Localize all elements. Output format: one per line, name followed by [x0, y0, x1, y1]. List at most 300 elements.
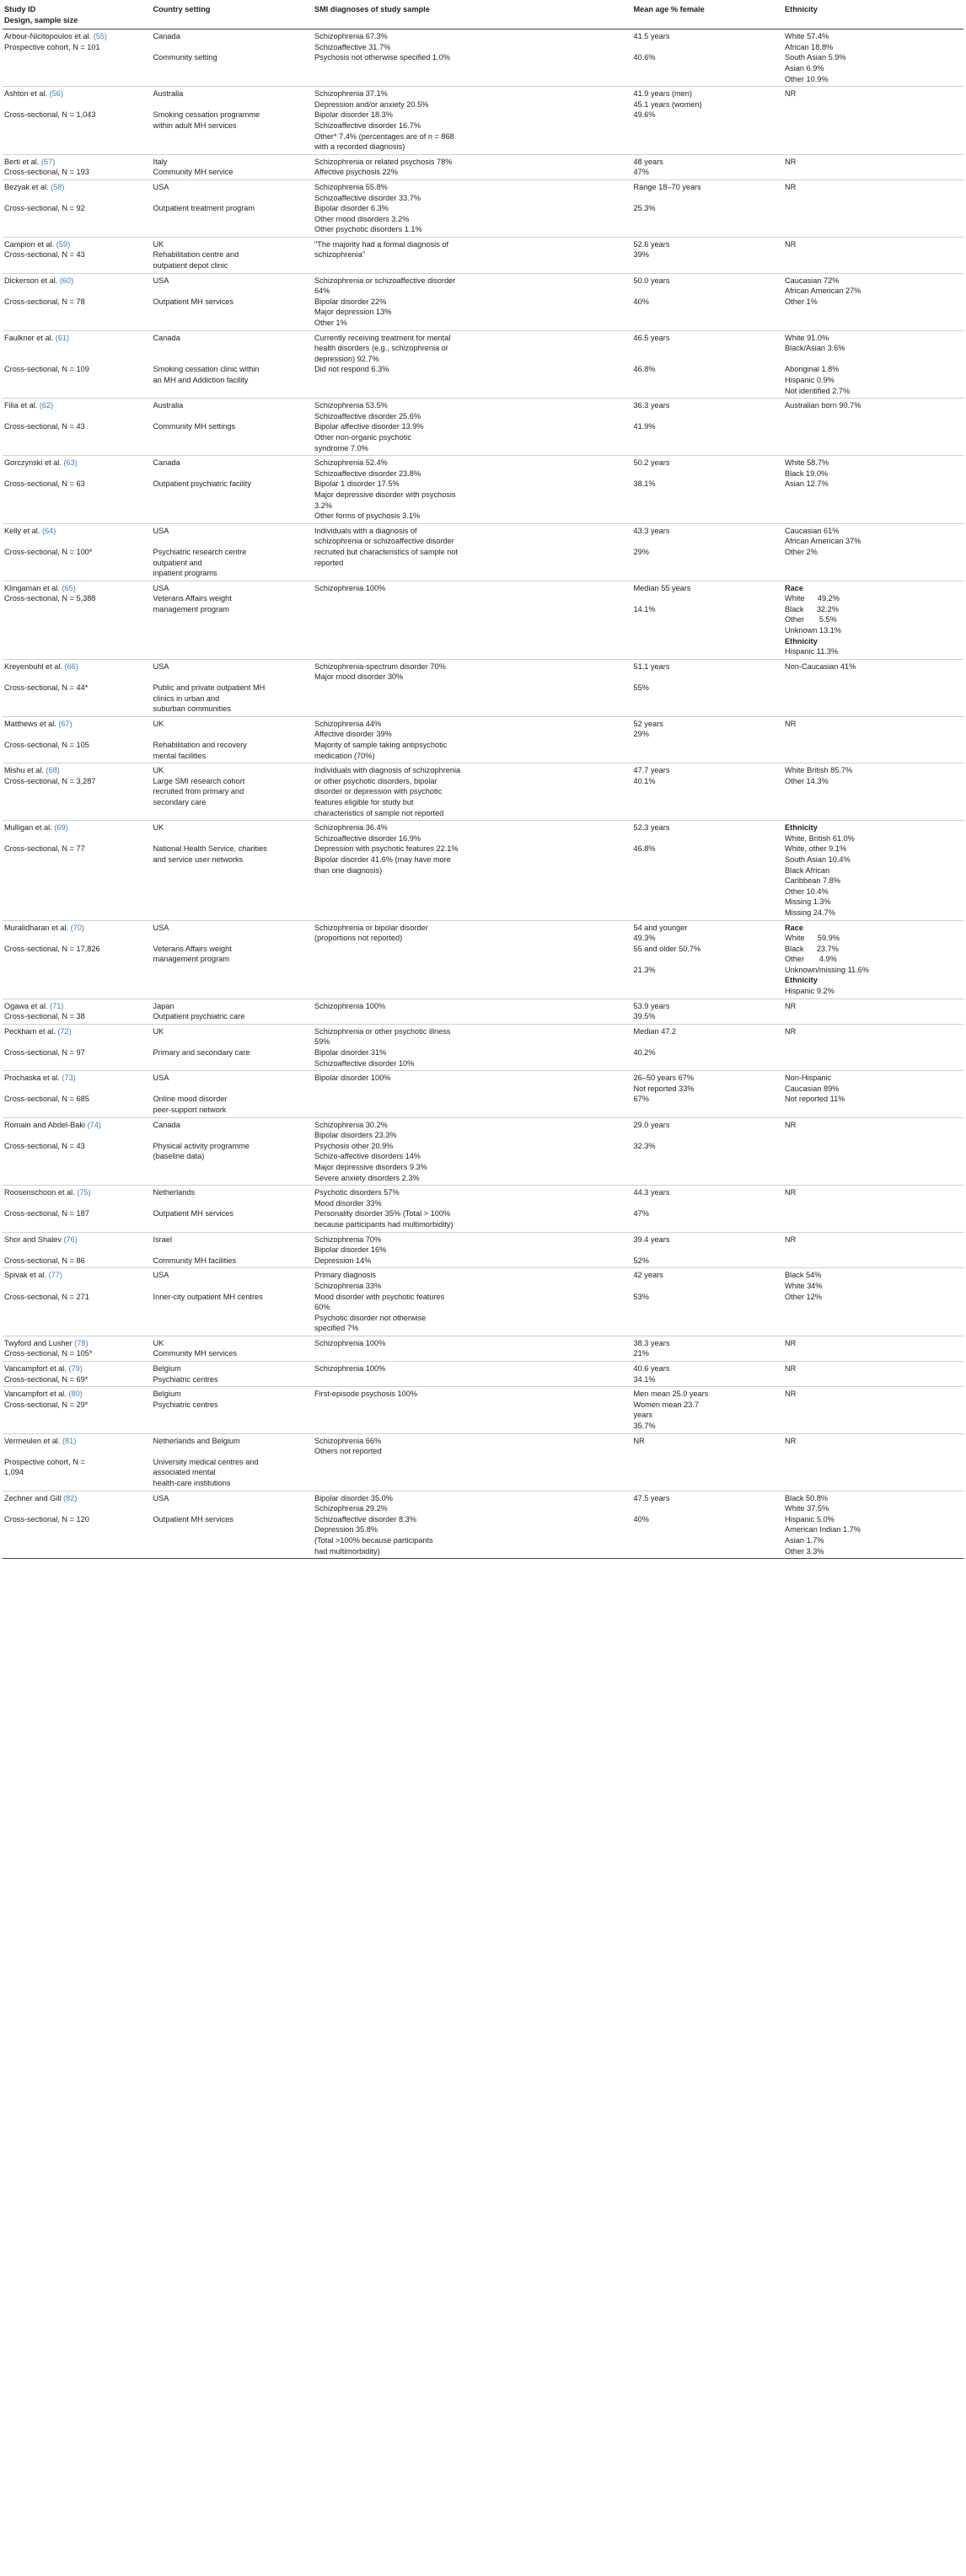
cell-country-line: USA	[153, 1493, 169, 1502]
cell-ethnicity-line: Other 5.5%	[785, 615, 837, 624]
reference-number[interactable]: (59)	[56, 239, 71, 249]
cell-ethnicity-line: Not identified 2.7%	[785, 386, 851, 395]
table-row	[3, 479, 963, 523]
cell-ethnicity-line: NR	[785, 182, 797, 191]
cell-ethnicity-line: NR	[785, 239, 797, 249]
table-row	[3, 456, 963, 479]
cell-country-line: USA	[153, 1074, 169, 1083]
table-row	[3, 237, 963, 273]
reference-number[interactable]: (74)	[87, 1120, 101, 1129]
cell-ethnicity-line: NR	[785, 719, 797, 728]
cell-country-line: Rehabilitation centre and	[153, 250, 239, 260]
cell-study-line: Cross-sectional, N = 29*	[4, 1400, 89, 1409]
cell-age	[632, 716, 784, 740]
cell-diagnoses	[313, 154, 632, 179]
cell-age-line: 42 years	[633, 1271, 663, 1280]
cell-country	[152, 29, 313, 53]
cell-diagnoses-line: Psychotic disorder not otherwise	[314, 1313, 427, 1322]
table-row	[3, 1268, 963, 1292]
cell-ethnicity	[783, 399, 963, 422]
cell-age	[632, 944, 784, 999]
cell-diagnoses	[313, 1047, 632, 1071]
cell-diagnoses	[313, 1491, 632, 1514]
cell-study	[3, 1256, 152, 1268]
cell-age-line: 52.6 years	[633, 239, 670, 249]
table-body	[3, 29, 963, 1559]
cell-study-line: Cross-sectional, N = 685	[4, 1095, 89, 1104]
cell-diagnoses-line: Individuals with diagnosis of schizophrenia	[314, 766, 461, 775]
cell-study-line: Cross-sectional, N = 105	[4, 741, 89, 749]
cell-diagnoses	[313, 1186, 632, 1209]
cell-diagnoses	[313, 1232, 632, 1256]
reference-number[interactable]: (71)	[50, 1001, 64, 1010]
cell-diagnoses	[313, 456, 632, 479]
table-row	[3, 52, 963, 86]
cell-study	[3, 179, 152, 203]
cell-ethnicity	[783, 1047, 963, 1071]
cell-study-line: Peckham et al. (72)	[4, 1026, 72, 1036]
cell-age-line: 52 years	[633, 719, 663, 728]
reference-number[interactable]: (56)	[49, 89, 63, 99]
cell-study	[3, 1292, 152, 1336]
cell-country-line: USA	[153, 526, 169, 535]
cell-ethnicity-line: Other 4.9%	[785, 955, 837, 964]
table-row	[3, 547, 963, 581]
reference-number[interactable]: (70)	[70, 923, 84, 932]
cell-age-line: 41.5 years	[633, 32, 670, 41]
reference-number[interactable]: (57)	[40, 157, 56, 166]
reference-number[interactable]: (82)	[62, 1493, 78, 1502]
cell-diagnoses	[313, 740, 632, 763]
cell-diagnoses-line: Schizoaffective disorder 16.9%	[314, 833, 421, 843]
cell-age-line: 34.1%	[633, 1374, 656, 1384]
cell-study-line: Cross-sectional, N = 97	[4, 1048, 85, 1058]
cell-diagnoses-line: Other forms of psychosis 3.1%	[314, 511, 421, 521]
cell-diagnoses-line: than one diagnosis)	[314, 865, 383, 875]
cell-ethnicity-line: Other 3.3%	[785, 1546, 824, 1556]
cell-diagnoses	[313, 29, 632, 53]
cell-ethnicity	[783, 479, 963, 523]
cell-diagnoses	[313, 1336, 632, 1361]
table-row	[3, 843, 963, 920]
reference-number[interactable]: (66)	[64, 661, 78, 671]
reference-number[interactable]: (62)	[39, 401, 54, 410]
cell-study-line: Dickerson et al. (60)	[4, 276, 74, 285]
cell-diagnoses-line: Affective psychosis 22%	[314, 168, 398, 177]
cell-ethnicity-line: NR	[785, 1390, 797, 1399]
reference-number[interactable]: (64)	[41, 526, 56, 535]
cell-study	[3, 1117, 152, 1141]
cell-diagnoses-line: Bipolar disorder 18.3%	[314, 110, 393, 120]
cell-age	[632, 763, 784, 821]
cell-study-line: Cross-sectional, N = 69*	[4, 1374, 89, 1384]
cell-country	[152, 1094, 313, 1117]
cell-country	[152, 1268, 313, 1292]
cell-ethnicity-line: Asian 6.9%	[785, 63, 824, 72]
reference-number[interactable]: (76)	[63, 1234, 78, 1244]
table-row	[3, 1186, 963, 1209]
cell-age-line: 53%	[633, 1292, 649, 1301]
cell-diagnoses	[313, 523, 632, 547]
cell-study-line: Twyford and Lusher (78)	[4, 1338, 89, 1347]
cell-diagnoses	[313, 821, 632, 844]
cell-ethnicity	[783, 29, 963, 53]
cell-study-line: Faulkner et al. (61)	[4, 333, 70, 342]
cell-diagnoses-line: Other psychotic disorders 1.1%	[314, 225, 422, 234]
cell-country-line: UK	[153, 766, 164, 775]
reference-number[interactable]: (77)	[48, 1271, 62, 1280]
cell-diagnoses	[313, 843, 632, 920]
cell-diagnoses	[313, 1362, 632, 1387]
cell-country	[152, 1186, 313, 1209]
cell-ethnicity-line: Other 2%	[785, 547, 818, 556]
cell-age	[632, 1457, 784, 1491]
table-row	[3, 297, 963, 330]
cell-age-line: 52%	[633, 1256, 649, 1265]
cell-diagnoses	[313, 237, 632, 273]
table-row	[3, 330, 963, 364]
cell-study-line: Shor and Shalev (76)	[4, 1234, 78, 1244]
cell-ethnicity-line: Other 10.4%	[785, 886, 829, 896]
cell-diagnoses-line: Bipolar disorder 22%	[314, 297, 387, 306]
cell-diagnoses-line: Schizoaffective disorder 23.8%	[314, 469, 421, 478]
cell-diagnoses-line: Affective disorder 39%	[314, 730, 392, 739]
cell-age-line: 14.1%	[633, 604, 656, 613]
cell-age	[632, 1256, 784, 1268]
cell-study	[3, 581, 152, 659]
cell-diagnoses-line: Schizophrenia or bipolar disorder	[314, 923, 428, 932]
cell-country	[152, 1141, 313, 1186]
cell-diagnoses	[313, 1256, 632, 1268]
cell-country	[152, 821, 313, 844]
cell-ethnicity	[783, 659, 963, 683]
cell-ethnicity	[783, 716, 963, 740]
cell-diagnoses-line: Bipolar disorder 41.6% (may have more	[314, 854, 451, 864]
cell-country	[152, 1336, 313, 1361]
cell-diagnoses-line: Currently receiving treatment for mental	[314, 333, 451, 342]
cell-age-line: 49.6%	[633, 110, 656, 120]
cell-diagnoses-line: Primary diagnosis	[314, 1271, 377, 1280]
cell-diagnoses-line: Schizophrenia 66%	[314, 1436, 382, 1445]
cell-country-line: Canada	[153, 458, 180, 468]
cell-country	[152, 547, 313, 581]
cell-age-line: 38.3 years	[633, 1338, 670, 1347]
cell-country-line: Community MH facilities	[153, 1256, 237, 1265]
cell-country-line: Canada	[153, 333, 180, 342]
cell-diagnoses-line: (proportions not reported)	[314, 934, 403, 943]
cell-ethnicity-line: Other 1%	[785, 297, 818, 306]
cell-diagnoses-line: Others not reported	[314, 1447, 382, 1456]
table-row	[3, 1047, 963, 1071]
cell-country-line: UK	[153, 239, 164, 249]
reference-number[interactable]: (60)	[59, 276, 74, 285]
cell-study-line: Roosenschoon et al. (75)	[4, 1188, 91, 1197]
cell-country	[152, 1362, 313, 1387]
cell-diagnoses-line: Major depressive disorder with psychosis	[314, 490, 456, 499]
cell-age	[632, 547, 784, 581]
cell-diagnoses-line: Schizophrenia 100%	[314, 1364, 386, 1374]
cell-country-line: Outpatient MH services	[153, 297, 234, 306]
cell-age-line: 40.2%	[633, 1048, 656, 1058]
cell-age	[632, 1024, 784, 1047]
cell-country-line: UK	[153, 1338, 164, 1347]
cell-study	[3, 421, 152, 455]
cell-diagnoses-line: specified 7%	[314, 1324, 359, 1333]
cell-country-line: Community MH settings	[153, 422, 236, 431]
reference-number[interactable]: (68)	[46, 766, 60, 775]
cell-diagnoses-line: Major depressive disorders 9.3%	[314, 1162, 427, 1171]
cell-age	[632, 1232, 784, 1256]
cell-diagnoses-line: Other* 7.4% (percentages are of n = 868	[314, 131, 454, 141]
cell-age	[632, 1514, 784, 1559]
table-row	[3, 1491, 963, 1514]
table-row	[3, 154, 963, 179]
cell-country-line: Community MH service	[153, 168, 233, 177]
cell-age	[632, 1268, 784, 1292]
cell-ethnicity-line: Caucasian 89%	[785, 1084, 840, 1093]
cell-ethnicity-line: Hispanic 0.9%	[785, 376, 835, 384]
reference-number[interactable]: (78)	[74, 1338, 89, 1347]
cell-study	[3, 29, 152, 53]
cell-ethnicity-line: Missing 1.3%	[785, 897, 831, 907]
cell-study	[3, 1024, 152, 1047]
cell-ethnicity	[783, 1514, 963, 1559]
cell-study-line: Ashton et al. (56)	[4, 89, 63, 99]
cell-ethnicity	[783, 1457, 963, 1491]
cell-diagnoses	[313, 1141, 632, 1186]
cell-country-line: Veterans Affairs weight	[153, 594, 232, 603]
cell-country-line: inpatient programs	[153, 569, 217, 578]
cell-study	[3, 1514, 152, 1559]
cell-ethnicity-line: Black/Asian 3.6%	[785, 344, 845, 353]
header-study	[3, 2, 152, 29]
cell-ethnicity-line: Black 32.2%	[785, 604, 839, 613]
cell-age	[632, 273, 784, 297]
cell-diagnoses	[313, 1117, 632, 1141]
cell-age	[632, 1387, 784, 1433]
cell-country-line: Italy	[153, 157, 168, 166]
cell-country-line: Outpatient MH services	[153, 1514, 234, 1524]
cell-study	[3, 547, 152, 581]
cell-diagnoses	[313, 421, 632, 455]
cell-country-line: Smoking cessation programme	[153, 110, 260, 120]
cell-age-line: 25.3%	[633, 204, 656, 213]
reference-number[interactable]: (61)	[55, 333, 70, 342]
cell-ethnicity-line: Other 14.3%	[785, 776, 829, 785]
cell-study	[3, 1491, 152, 1514]
table-row	[3, 1362, 963, 1387]
cell-ethnicity-line: NR	[785, 1188, 797, 1197]
cell-country-line: Primary and secondary care	[153, 1048, 250, 1058]
cell-age-line: 50.0 years	[633, 276, 670, 285]
cell-age-line: 38.1%	[633, 479, 656, 489]
cell-ethnicity-line: African American 27%	[785, 287, 861, 296]
table-row	[3, 523, 963, 547]
cell-country-line: Psychiatric centres	[153, 1400, 218, 1409]
cell-ethnicity-line: African American 37%	[785, 537, 861, 546]
cell-age	[632, 659, 784, 683]
reference-number[interactable]: (55)	[93, 32, 108, 41]
cell-diagnoses-line: Schizoaffective 31.7%	[314, 42, 391, 51]
reference-number[interactable]: (65)	[62, 583, 76, 592]
cell-age	[632, 1208, 784, 1232]
cell-age	[632, 1362, 784, 1387]
cell-age-line: 54 and younger	[633, 923, 688, 932]
reference-number[interactable]: (75)	[77, 1188, 91, 1197]
reference-number[interactable]: (81)	[62, 1436, 77, 1445]
reference-number[interactable]: (67)	[58, 719, 72, 728]
cell-study-line: Cross-sectional, N = 63	[4, 479, 85, 489]
reference-number[interactable]: (69)	[54, 823, 68, 833]
cell-age-line: 40%	[633, 1514, 649, 1524]
reference-number[interactable]: (63)	[63, 458, 78, 468]
cell-age-line	[634, 593, 782, 604]
cell-ethnicity	[783, 52, 963, 86]
cell-ethnicity-line: American Indian 1.7%	[785, 1525, 861, 1534]
reference-number[interactable]: (72)	[57, 1026, 72, 1036]
cell-country	[152, 110, 313, 154]
reference-number[interactable]: (80)	[68, 1390, 83, 1399]
cell-diagnoses-line: Individuals with a diagnosis of	[314, 526, 417, 535]
cell-diagnoses	[313, 1457, 632, 1491]
cell-study-line: Klingaman et al. (65)	[4, 583, 76, 592]
cell-study-line: Filia et al. (62)	[4, 401, 54, 410]
cell-ethnicity	[783, 1094, 963, 1117]
cell-ethnicity	[783, 330, 963, 364]
cell-study-line: Prospective cohort, N =	[4, 1457, 85, 1466]
table-row	[3, 716, 963, 740]
cell-country	[152, 52, 313, 86]
cell-ethnicity-line: White British 85.7%	[785, 766, 853, 775]
cell-study-line: Matthews et al. (67)	[4, 719, 72, 728]
cell-ethnicity-line: NR	[785, 1001, 797, 1010]
cell-diagnoses-line: medication (70%)	[314, 751, 375, 760]
cell-ethnicity-line: Black African	[785, 865, 830, 875]
table-row	[3, 683, 963, 716]
cell-country	[152, 456, 313, 479]
cell-diagnoses	[313, 399, 632, 422]
cell-country-line: UK	[153, 719, 164, 728]
cell-country-line: Japan	[153, 1001, 174, 1010]
cell-country	[152, 1232, 313, 1256]
table-row	[3, 763, 963, 821]
cell-ethnicity-line: NR	[785, 1364, 797, 1374]
cell-ethnicity-line: White 59.9%	[785, 934, 840, 943]
cell-country	[152, 1491, 313, 1514]
cell-diagnoses	[313, 203, 632, 237]
cell-ethnicity-line: NR	[785, 1234, 797, 1244]
cell-country-line: USA	[153, 276, 169, 285]
cell-ethnicity-line: African 18.8%	[785, 42, 834, 51]
cell-country-line: secondary care	[153, 797, 207, 806]
cell-diagnoses-line: Schizophrenia 55.8%	[314, 182, 388, 191]
cell-ethnicity-line: Non-Caucasian 41%	[785, 661, 856, 671]
cell-ethnicity-line: NR	[785, 1026, 797, 1036]
cell-study	[3, 1232, 152, 1256]
cell-ethnicity	[783, 1208, 963, 1232]
cell-study	[3, 1071, 152, 1095]
cell-ethnicity-line: Ethnicity	[785, 636, 818, 645]
table-row	[3, 944, 963, 999]
cell-diagnoses-line: Majority of sample taking antipsychotic	[314, 741, 448, 749]
reference-number[interactable]: (58)	[51, 182, 65, 191]
cell-age	[632, 330, 784, 364]
cell-country-line: Online mood disorder	[153, 1095, 228, 1104]
reference-number[interactable]: (73)	[62, 1074, 76, 1083]
cell-ethnicity-line: Australian born 90.7%	[785, 401, 861, 410]
cell-study	[3, 659, 152, 683]
cell-country-line: UK	[153, 823, 164, 833]
cell-country-line: USA	[153, 182, 169, 191]
cell-study	[3, 1208, 152, 1232]
cell-country	[152, 763, 313, 821]
cell-age-line: 67%	[633, 1095, 649, 1104]
cell-age-line: 46.5 years	[633, 333, 670, 342]
cell-diagnoses-line: Bipolar disorders 23.3%	[314, 1131, 397, 1140]
cell-ethnicity-line: Black 50.8%	[785, 1493, 829, 1502]
cell-country-line: Large SMI research cohort	[153, 776, 245, 785]
cell-age	[632, 1047, 784, 1071]
cell-country-line: mental facilities	[153, 751, 207, 760]
cell-age	[632, 1071, 784, 1095]
reference-number[interactable]: (79)	[68, 1364, 83, 1374]
cell-age-line: Median 47.2	[633, 1026, 677, 1036]
cell-study	[3, 1457, 152, 1491]
cell-age-line: 39.5%	[633, 1012, 656, 1021]
cell-age-line: 48 years	[633, 157, 663, 166]
cell-age-line: Women mean 23.7	[633, 1400, 699, 1409]
cell-age-line: 47.7 years	[633, 766, 670, 775]
cell-diagnoses-line: Schizophrenia or schizoaffective disorder	[314, 276, 456, 285]
cell-ethnicity	[783, 456, 963, 479]
cell-country-line: Outpatient MH services	[153, 1209, 234, 1218]
cell-ethnicity	[783, 1292, 963, 1336]
cell-diagnoses-line: 59%	[314, 1037, 330, 1047]
table-row	[3, 1071, 963, 1095]
cell-country	[152, 843, 313, 920]
cell-ethnicity-line: Caucasian 61%	[785, 526, 840, 535]
cell-country	[152, 1387, 313, 1433]
cell-study-line: Cross-sectional, N = 5,388	[4, 594, 96, 603]
cell-age-line: 41.9 years (men)	[633, 89, 692, 99]
cell-age	[632, 399, 784, 422]
cell-diagnoses-line: Schizophrenia 100%	[314, 1001, 386, 1010]
cell-age	[632, 1433, 784, 1457]
cell-study-line: Bezyak et al. (58)	[4, 182, 65, 191]
cell-diagnoses-line: Bipolar disorder 100%	[314, 1074, 391, 1083]
cell-country	[152, 683, 313, 716]
cell-diagnoses	[313, 683, 632, 716]
table-row	[3, 1141, 963, 1186]
cell-age	[632, 364, 784, 398]
cell-ethnicity	[783, 1141, 963, 1186]
cell-diagnoses	[313, 920, 632, 944]
cell-country-line: management program	[153, 955, 229, 964]
cell-ethnicity	[783, 1256, 963, 1268]
cell-ethnicity-line: White 58.7%	[785, 458, 829, 468]
cell-age-line: 36.3 years	[633, 401, 670, 410]
cell-age	[632, 479, 784, 523]
cell-diagnoses	[313, 581, 632, 659]
cell-country	[152, 273, 313, 297]
cell-study-line: Kelly et al. (64)	[4, 526, 56, 535]
cell-study-line: Cross-sectional, N = 38	[4, 1012, 85, 1021]
cell-diagnoses-line: Schizophrenia or related psychosis 78%	[314, 157, 453, 166]
cell-country	[152, 523, 313, 547]
header-country: Country setting	[152, 2, 313, 29]
cell-diagnoses-line: had multimorbidity)	[314, 1546, 380, 1556]
table-row	[3, 740, 963, 763]
